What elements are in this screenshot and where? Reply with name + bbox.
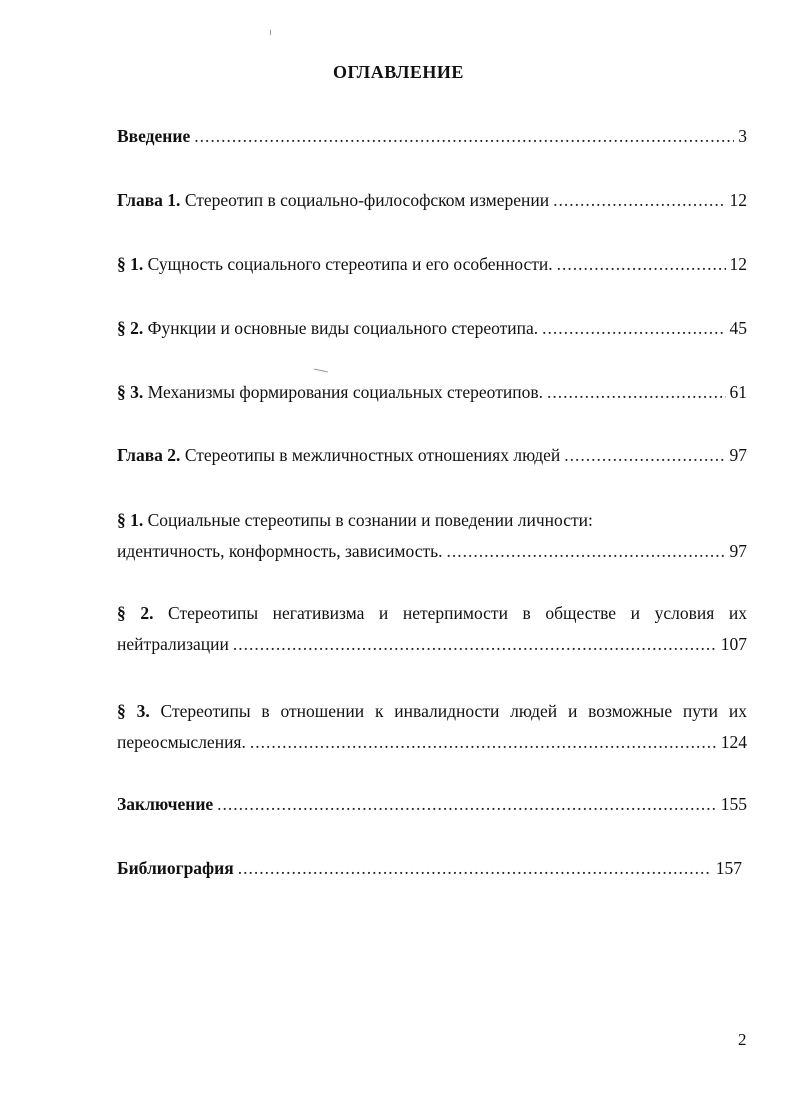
toc-entry-ch1-section-2[interactable] — [117, 313, 747, 344]
leader-dots — [194, 121, 734, 152]
toc-entry-label: Библиография — [117, 858, 234, 878]
leader-dots — [238, 853, 712, 884]
toc-entry-label: § 2. — [117, 318, 144, 338]
toc-entry-ch2-section-3[interactable] — [117, 696, 747, 758]
toc-entry-ch1-section-1[interactable] — [117, 249, 747, 280]
leader-dots — [233, 629, 717, 660]
toc-entry-label: § 2. — [117, 603, 154, 623]
toc-entry-ch1-section-3[interactable] — [117, 377, 747, 408]
leader-dots — [564, 440, 725, 471]
toc-entry-title: Стереотипы в отношении к инвалидности людей и возможные пути их — [149, 701, 747, 721]
toc-page-number: 157 — [715, 858, 742, 878]
leader-dots — [542, 313, 725, 344]
leader-dots — [547, 377, 726, 408]
toc-entry-title: Функции и основные виды социального стереотипа. — [143, 318, 539, 338]
toc-entry-chapter-2[interactable] — [117, 440, 747, 471]
page-title: ОГЛАВЛЕНИЕ — [333, 62, 464, 82]
toc-page-number: 12 — [729, 254, 747, 274]
toc-page-number: 3 — [738, 126, 747, 146]
toc-page-number: 155 — [720, 794, 747, 814]
toc-entry-label: § 3. — [117, 382, 144, 402]
toc-page-number: 12 — [729, 190, 747, 210]
leader-dots — [553, 185, 725, 216]
toc-entry-title-continued: идентичность, конформность, зависимость. — [117, 541, 443, 561]
toc-entry-introduction[interactable] — [117, 121, 747, 152]
toc-entry-ch2-section-2[interactable] — [117, 598, 747, 660]
scan-speck — [270, 30, 271, 35]
toc-page-number: 97 — [729, 541, 747, 561]
toc-entry-label: Глава 1. — [117, 190, 181, 210]
toc-page-number: 61 — [729, 382, 747, 402]
toc-entry-label: Заключение — [117, 794, 214, 814]
toc-entry-conclusion[interactable] — [117, 789, 747, 820]
toc-entry-label: Введение — [117, 126, 191, 146]
toc-entry-title: Стереотип в социально-философском измерении — [180, 190, 550, 210]
leader-dots — [217, 789, 717, 820]
toc-entry-title: Стереотипы негативизма и нетерпимости в обществе и условия их — [153, 603, 747, 623]
scan-speck — [314, 369, 328, 373]
toc-entry-ch2-section-1[interactable] — [117, 505, 747, 567]
toc-entry-title: Стереотипы в межличностных отношениях людей — [180, 445, 561, 465]
toc-entry-title: Механизмы формирования социальных стереотипов. — [143, 382, 543, 402]
toc-entry-label: Глава 2. — [117, 445, 181, 465]
page-number: 2 — [738, 1030, 747, 1049]
toc-entry-label: § 3. — [117, 701, 150, 721]
toc-entry-title-continued: переосмысления. — [117, 732, 246, 752]
leader-dots — [446, 536, 725, 567]
toc-entry-chapter-1[interactable] — [117, 185, 747, 216]
toc-entry-title: Сущность социального стереотипа и его особенности. — [143, 254, 553, 274]
toc-entry-label: § 1. — [117, 254, 144, 274]
leader-dots — [557, 249, 726, 280]
toc-entry-title-continued: нейтрализации — [117, 634, 229, 654]
toc-entry-bibliography[interactable] — [117, 853, 742, 884]
toc-page-number: 124 — [720, 732, 747, 752]
toc-page-number: 45 — [729, 318, 747, 338]
toc-entry-label: § 1. — [117, 510, 144, 530]
toc-entry-title: Социальные стереотипы в сознании и поведении личности: — [143, 510, 593, 530]
toc-page-number: 97 — [729, 445, 747, 465]
leader-dots — [250, 727, 717, 758]
toc-page-number: 107 — [720, 634, 747, 654]
